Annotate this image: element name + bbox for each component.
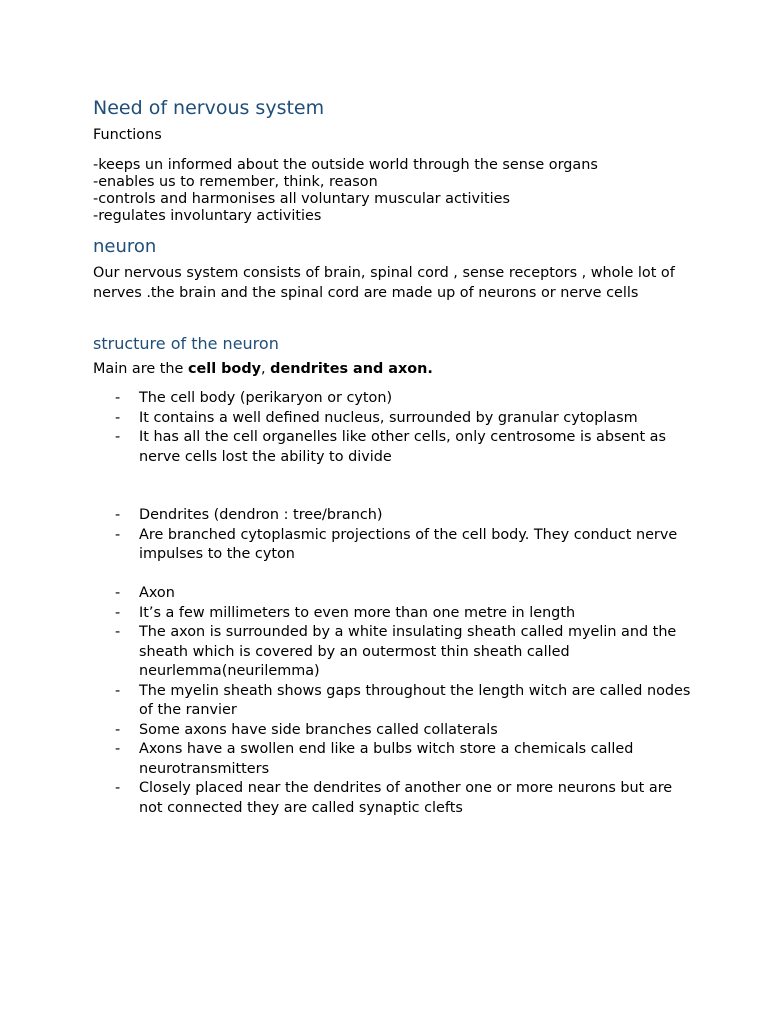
functions-label: Functions (93, 127, 162, 143)
list-item-text: It’s a few millimeters to even more than one metre in length (139, 604, 576, 621)
function-line: -enables us to remember, think, reason (93, 174, 378, 190)
list-spacer (93, 467, 693, 506)
list-item-text: The cell body (perikaryon or cyton) (139, 390, 393, 406)
list-item-text: Closely placed near the dendrites of another one or more neurons but are not connected they are called synaptic clefts (139, 780, 673, 816)
neuron-structure-list (93, 389, 693, 818)
list-item (93, 740, 693, 779)
list-item-text: Some axons have side branches called collaterals (139, 721, 498, 738)
list-item-text: Axon (139, 585, 175, 601)
list-item (93, 526, 693, 565)
list-dash: - (115, 409, 121, 426)
list-item-text: Dendrites (dendron : tree/branch) (139, 507, 383, 523)
list-dash: - (115, 682, 121, 699)
list-item-text: It has all the cell organelles like other cells, only centrosome is absent as nerve cells lost the ability to divide (139, 429, 666, 465)
list-item-text: It contains a well defined nucleus, surrounded by granular cytoplasm (139, 409, 638, 426)
list-spacer (93, 565, 693, 585)
list-item-text: Axons have a swollen end like a bulbs witch store a chemicals called neurotransmitters (139, 741, 634, 777)
heading-need-of-nervous-system: Need of nervous system (93, 97, 325, 119)
list-dash: - (115, 526, 121, 543)
list-dash: - (115, 585, 121, 601)
list-dash: - (115, 604, 121, 621)
list-item (93, 409, 693, 429)
list-item (93, 428, 693, 467)
list-dash: - (115, 507, 121, 523)
list-item-text: Are branched cytoplasmic projections of the cell body. They conduct nerve impulses to the cyton (139, 526, 678, 562)
heading-neuron: neuron (93, 236, 157, 257)
main-sentence-comma: , (261, 361, 271, 377)
list-item (93, 682, 693, 721)
heading-structure-of-the-neuron: structure of the neuron (93, 334, 279, 353)
list-item (93, 506, 693, 526)
main-sentence-prefix: Main are the (93, 361, 188, 377)
list-dash: - (115, 624, 121, 640)
list-item-text: The myelin sheath shows gaps throughout the length witch are called nodes of the ranvier (139, 682, 691, 718)
main-sentence-bold-dendrites-axon: dendrites and axon. (270, 361, 433, 377)
list-dash: - (115, 429, 121, 445)
main-parts-sentence (93, 360, 693, 380)
list-item (93, 604, 693, 624)
function-line: -keeps un informed about the outside world through the sense organs (93, 157, 598, 173)
list-dash: - (115, 780, 121, 796)
list-dash: - (115, 721, 121, 738)
list-item (93, 584, 693, 604)
list-item-text: The axon is surrounded by a white insulating sheath called myelin and the sheath which is covered by an outermost thin sheath called neurlemma(neurilemma) (139, 624, 677, 679)
main-sentence-bold-cell-body: cell body (187, 361, 262, 377)
neuron-paragraph: Our nervous system consists of brain, spinal cord , sense receptors , whole lot of nerves .the brain and the spinal cord are made up of neurons or nerve cells (93, 265, 675, 301)
list-item (93, 779, 693, 818)
list-dash: - (115, 390, 121, 406)
function-line: -controls and harmonises all voluntary muscular activities (93, 191, 511, 207)
list-item (93, 389, 693, 409)
list-dash: - (115, 741, 121, 757)
list-item (93, 721, 693, 741)
list-item (93, 623, 693, 682)
function-line: -regulates involuntary activities (93, 208, 322, 224)
functions-list (93, 157, 598, 225)
